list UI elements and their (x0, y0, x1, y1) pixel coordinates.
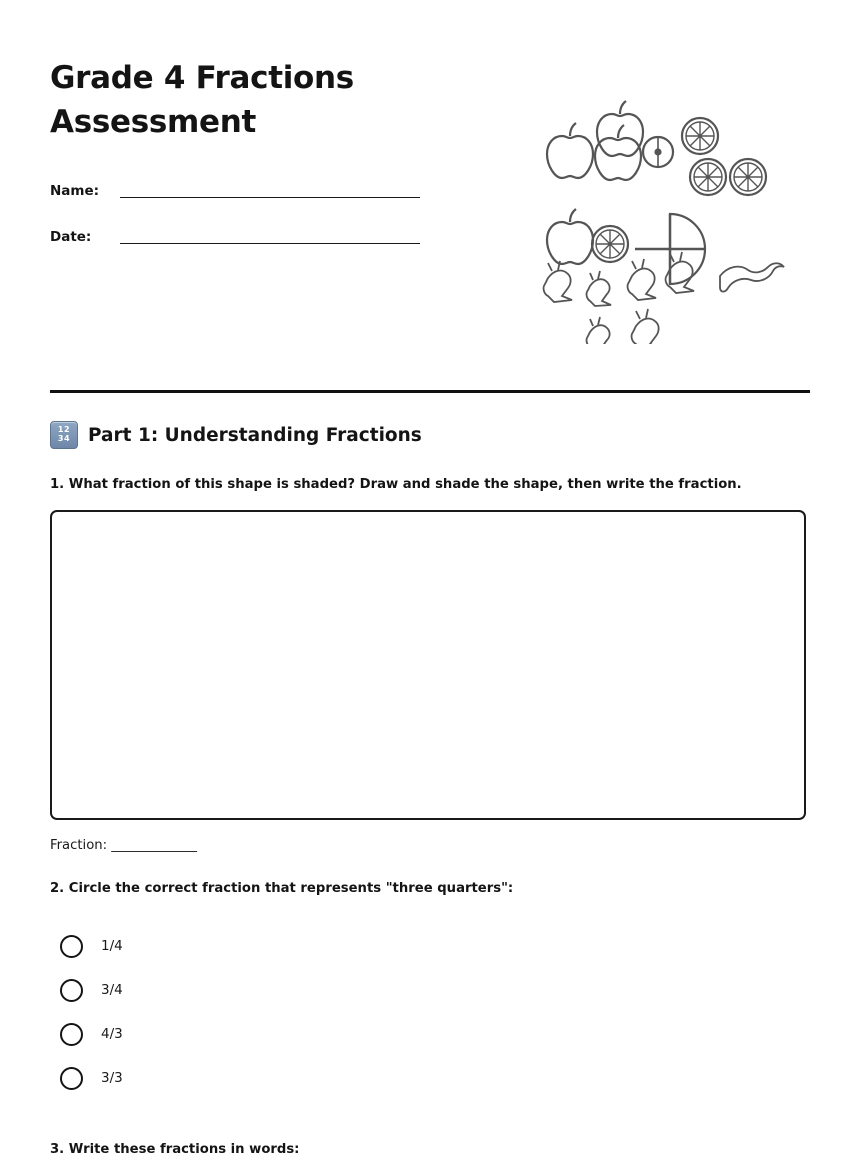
icon-digits-bottom: 34 (57, 434, 71, 443)
question-3-text: 3. Write these fractions in words: (50, 1142, 300, 1157)
citrus-slice-icon (592, 226, 628, 262)
name-field-label: Name: (50, 182, 100, 199)
apple-icon (547, 123, 593, 178)
kangaroo-icon (587, 271, 611, 306)
divided-circle-icon (643, 137, 673, 167)
citrus-slice-icon (690, 159, 726, 195)
citrus-slice-icon (730, 159, 766, 195)
section-title: Part 1: Understanding Fractions (88, 424, 422, 446)
kangaroo-icon (544, 261, 572, 302)
kangaroo-icon (632, 309, 660, 344)
choice-bubble-icon[interactable] (60, 1023, 83, 1046)
date-field-input[interactable] (120, 229, 420, 244)
icon-digits-top: 12 (57, 425, 71, 434)
section-heading (50, 421, 810, 449)
input-numbers-icon (50, 421, 78, 449)
lizard-icon (720, 263, 784, 291)
header-divider (50, 390, 810, 393)
choice-label: 4/3 (101, 1026, 123, 1042)
date-field-label: Date: (50, 228, 92, 245)
choice-bubble-icon[interactable] (60, 979, 83, 1002)
choice-bubble-icon[interactable] (60, 935, 83, 958)
choice-label: 3/4 (101, 982, 123, 998)
half-circle-fraction-icon (635, 214, 705, 284)
choice-option[interactable] (50, 924, 810, 968)
question-2-text: 2. Circle the correct fraction that represents "three quarters": (50, 881, 514, 896)
name-field-input[interactable] (120, 183, 420, 198)
choice-bubble-icon[interactable] (60, 1067, 83, 1090)
kangaroo-icon (628, 259, 656, 300)
choice-option[interactable] (50, 1012, 810, 1056)
page-title: Grade 4 Fractions Assessment (50, 60, 354, 141)
question-1-text: 1. What fraction of this shape is shaded? Draw and shade the shape, then write the fraction. (50, 477, 742, 492)
apple-icon (547, 209, 593, 264)
question-1-fraction-blank[interactable]: Fraction: _____________ (50, 838, 197, 853)
choice-label: 1/4 (101, 938, 123, 954)
choice-label: 3/3 (101, 1070, 123, 1086)
decorative-clipart (540, 64, 810, 344)
document-header (50, 44, 810, 344)
choice-option[interactable] (50, 968, 810, 1012)
question-1-drawing-area[interactable] (50, 510, 806, 820)
choice-option[interactable] (50, 1056, 810, 1100)
kangaroo-icon (587, 317, 611, 344)
question-2-choices (50, 924, 810, 1100)
citrus-slice-icon (682, 118, 718, 154)
